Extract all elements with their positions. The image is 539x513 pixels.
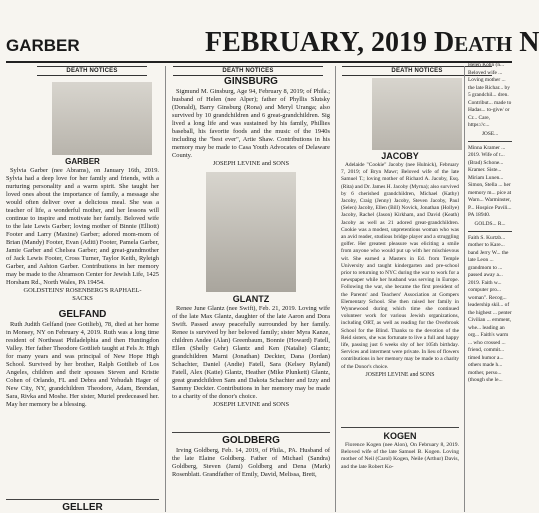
page-title-cap-n: N [519,27,539,58]
column-3 [341,151,459,512]
page-title-date: FEBRUARY, 2019 [205,27,435,58]
column-4 [468,62,512,512]
obituary-text [6,167,159,287]
rule [6,499,159,500]
obituary-paragraph: Ruth Judith Gelfand (nee Gottlieb), 78, died at her home in Monsey, NY on February 4, 2019. Ruth was a long time resident of Northeast Philadelphia and then Huntingdon Valley. Her father Theodore Gottlieb taught at Fels Jr. High for many years and was principal of New Hope High School. Survived by her brother, Ralph Gottlieb of Los Angeles, children and their spouses Steven and Kristie Cohen of Orlando, FL and Debra and Yehudah Hager of New City, NY, grandchildren Theodore, Adam, Brendan, Sara, Rivka and Moshe. Her sister, Muriel predeceased her. May her memory be a blessing. [6,321,159,408]
obituary-text [6,321,159,409]
obituary-name: JACOBY [381,151,419,161]
page-title-death: EATH [454,32,513,56]
column-divider [335,66,336,512]
rule [172,432,330,433]
section-label-col2: DEATH NOTICES [173,66,323,76]
obituary-text: Faith S. Kurtzb... mother to Kare... band Jerry W... the late Leon ... grandmom to ... passed away a... 2019. Faith w... computer pro... woman". Recog... leadership skil... of the highest ... penter Civilian ... ernment, whe... leading an org... Faith's warm ... who crossed ... friend, commit... timed humor a... others made h... mother, perso... (though she le... [468,234,512,383]
obituary-text [172,88,330,160]
obituary-paragraph: Sylvia Garber (nee Abrams), on January 16th, 2019. Sylvia had a deep love for her family and friends, with a nurturing personality and a warm spirit. She taught her loved ones about the importance of family, a message she would often deliver over a delicious meal. She was a teacher of life, a wonderful mother, and her lessons will continue to inspire and motivate her family. Beloved wife to the late Lewis Garber; loving mother of Binnie (Elliott) Footer and Larry (Maxine) Garber; adored mom-mom of Brian (Mandy) Footer, Evan (Aditi) Footer, Pamela Garber, Jamie Garber and Chelsea Garber; and great-grandmother of Jack Lewis Footer, Cross Turner, Taylor Keith, Ryleigh Garber, and Ashton Garber. Contributions in her memory may be made to the Abramson Center for Jewish Life, 1425 Horsham Rd., North Wales, PA 19454. [6,167,159,286]
obituary-name: GINSBURG [224,76,278,87]
funeral-home: JOSE... [481,130,499,137]
obituary-text [341,162,459,371]
rule [341,427,459,428]
obituary-paragraph: Irving Goldberg, Feb. 14, 2019, of Phila., PA. Husband of the late Elaine Goldberg. Father of Michael (Sandra) Goldberg, Steven (Jami) Goldberg and Dena (Mark) Rosenblatt. Grandfather of Emily, David, Melissa, Brett, [172,447,330,478]
page-title-cap-d: D [434,27,455,58]
obituary-text [172,305,330,401]
page-title [205,28,539,59]
obituary-text [172,447,330,479]
obituary-paragraph: Renee June Glantz (nee Swift), Feb. 21, 2019. Loving wife of the late Max Glantz, daughter of the late Aaron and Dora Swift. Passed away peacefully surrounded by her family. Renee is survived by her beloved family; sister Myra Kanze, children Andee (Alan) Greenbaum, Bonnie (Howard) Fatell, Ellen (Shelly Gehr) Glantz and Ken (Natalie) Glantz; grandchildren Marni (Jonathan) Deckter, Dana (Jordan) Schachter, Daniel (Andie) Fatell, Sara (Kelsey Ryland) Fatell, Alex (Katie) Glantz, Heather (Mike Plunkett) Glantz, great grandchildren Sam and Dakota Schachter and Izzy and Sammy Deckter. Contributions in her memory may be made to a charity of the donor's choice. [172,305,330,400]
obituary-name: GLANTZ [232,294,270,304]
jacoby-photo [372,78,462,150]
glantz-photo [206,172,296,292]
funeral-home: GOLDSTEINS' ROSENBERG'S RAPHAEL-SACKS [23,287,142,302]
funeral-home: JOSEPH LEVINE and SONS [212,401,290,408]
obituary-paragraph: Florence Kogen (nee Alon), On February 8, 2019. Beloved wife of the late Samuel B. Kogen. Loving mother of Neil (Carol) Kogen, Neile (Arthur) Davis, and the late Robert Ko- [341,442,459,470]
obituary-paragraph: Sigmund M. Ginsburg, Age 94, February 8, 2019; of Phila.; husband of Helen (nee Alper); father of Phyllis Slutsky (Donald), Barry Ginsburg (Rona) and Meryl Uranga; also survived by 10 grandchildren and 6 great-grandchildren. Sig lived a long life and was sustained by his family, Phillies baseball, his favorite foods and the music of the 1940s including the "best ever", Artie Shaw. Contributions in his memory may be made to Casa Youth Advocates of Delaware County. [172,88,330,159]
column-1 [6,157,159,512]
column-2 [172,76,330,512]
column-divider [165,66,166,512]
column-divider [464,66,465,512]
obituary-name: KOGEN [383,431,417,441]
funeral-home: GOLDS... R... [474,220,506,227]
kogen-block [341,431,459,471]
page-section-name: GARBER [6,36,80,55]
obituary-name: GELLER [62,502,103,513]
obituary-name: GOLDBERG [222,435,280,446]
garber-photo [52,82,152,155]
section-label-col1: DEATH NOTICES [37,66,147,76]
header-rule [6,61,512,63]
obituary-paragraph: Adelaide "Cookie" Jacoby (nee Hulnick), February 7, 2019; of Bryn Mawr; Beloved wife of the late Samuel T.; loving mother of Richard A. Jacoby, Esq. (Rita) and Dr. James H. Jacoby (Myrna); also survived by 6 cherished grandchildren, Michael (Kathy) Jacoby, Craig (Jenny) Jacoby, Steven Jacoby, Paul (Selen) Jacoby, Ellen (Bill) Novick, Jonathan (Hollye) Jacoby, Rachel (Jason) Kirkham, and David (Keath) Jacoby as well as 21 adored great-grandchildren. Cookie was a modest, unpretentious woman who was an avid reader, studious bridge player and a struggling golfer. Her greatest pleasure was eliciting a smile from anyone who would put up with her mischievous wit. She earned a Masters in Ed. from Temple University and taught kindergarten and pre-school prior to returning to NYC during the war to work for a newspaper while her husband was serving in Europe. Following the war, she became the first president of the Parents' and Teachers' Association at Gompers Elementary School. She then raised her family in Wynnewood during which time she continued volunteer work for various Jewish organizations, including ORT, as well as reading for the Overbrook School for the Blind. Thanks to the devotion of the Reid sisters, she was fortunate to live a full and happy life, passing just 6 weeks shy of her 105th birthday. Services and interment were private. In lieu of flowers contributions in her memory may be made to a charity of the Donor's choice. [341,162,459,370]
obituary-name: GARBER [65,157,100,166]
goldberg-block [172,435,330,479]
section-label-col3: DEATH NOTICES [342,66,492,76]
obituary-text: Minna Kramer ... 2019. Wife of t... (Brad) Schone... Kramer. Siste... Miriam Lunen... Simon, Stella ... her memory m... pice at Warn... Warminster, P... Hospice Pavili... PA 18940. [468,144,512,218]
obituary-text [341,442,459,471]
obituary-text: Helen Kohn (n... Beloved wife ... Loving mother ... the late Richar... by 5 grandchil... dren. Contribut... made to Hadas... to-give/ or Cr... Care, https://c... [468,62,512,128]
rule [468,231,512,232]
obituary-name: GELFAND [58,309,107,320]
rule [468,141,512,142]
funeral-home: JOSEPH LEVINE and SONS [365,371,435,378]
funeral-home: JOSEPH LEVINE and SONS [212,160,290,167]
